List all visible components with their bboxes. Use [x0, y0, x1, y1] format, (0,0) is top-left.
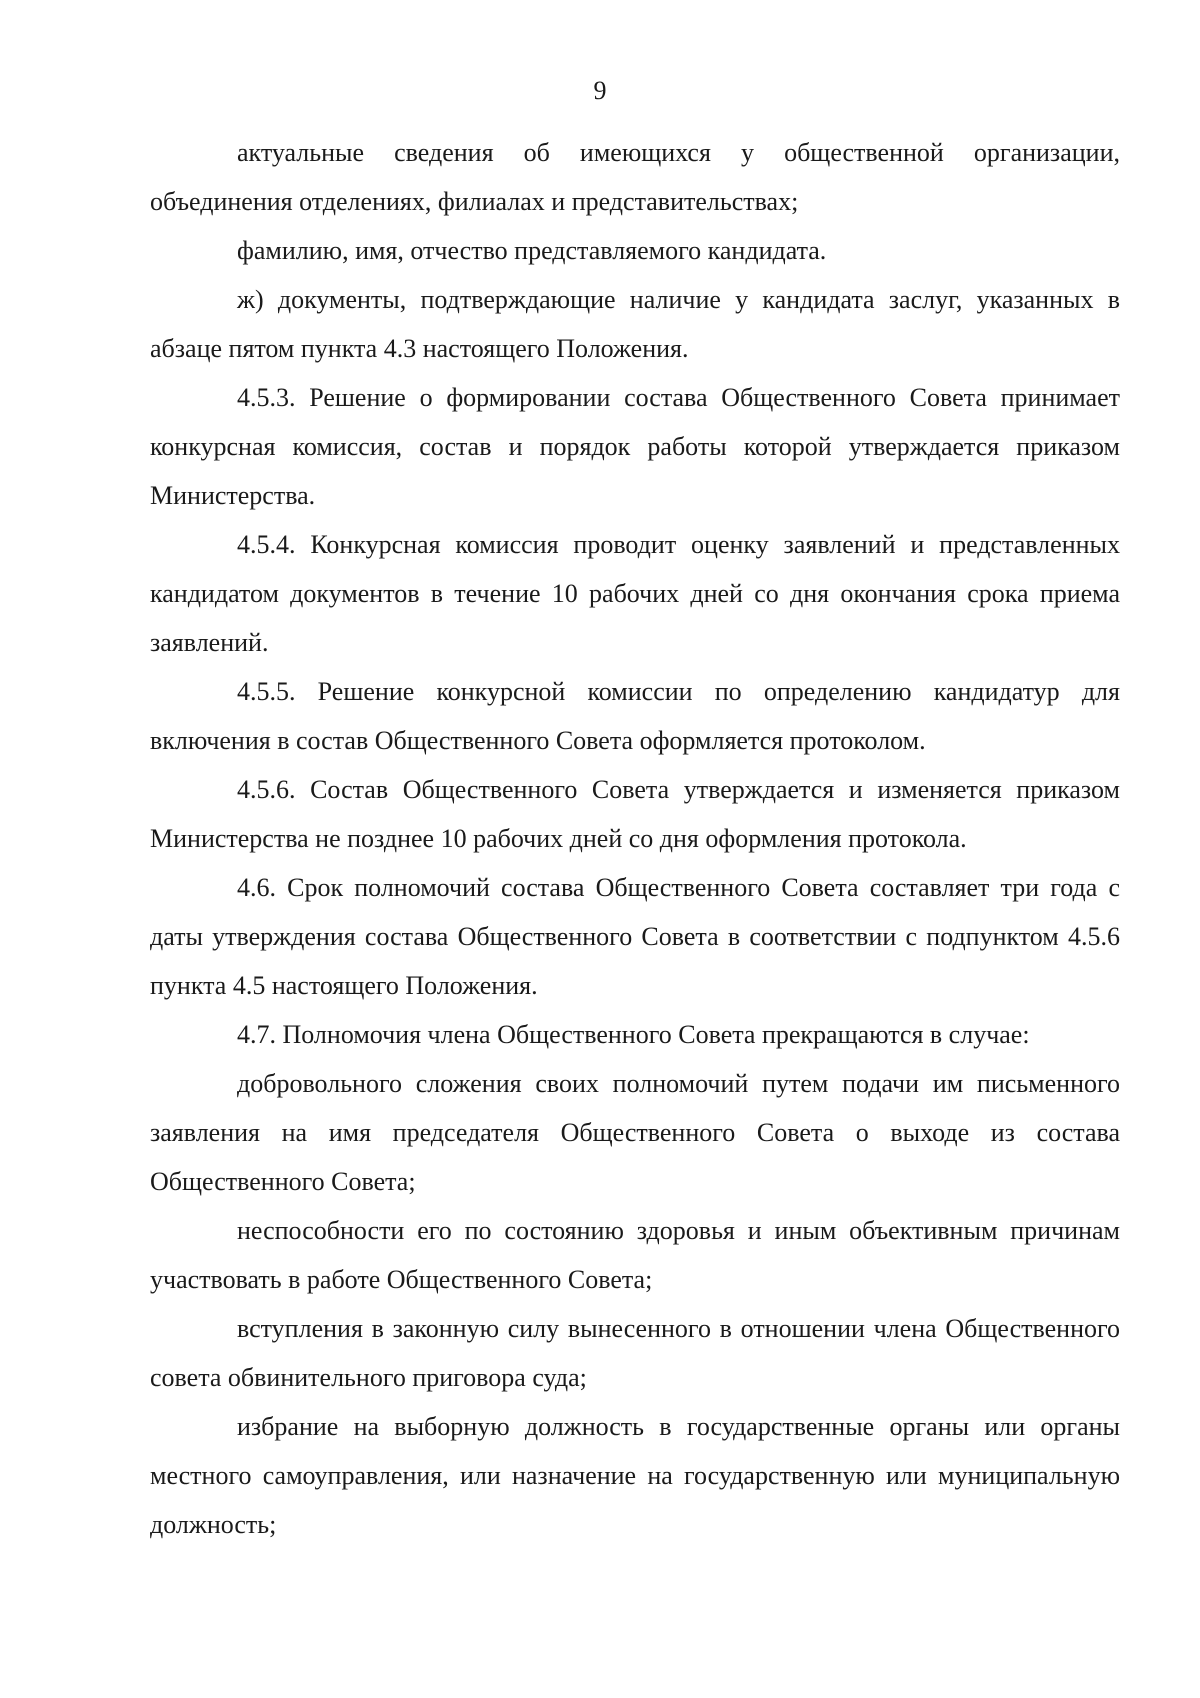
- paragraph-4-5-6: 4.5.6. Состав Общественного Совета утверждается и изменяется приказом Министерства не позднее 10 рабочих дней со дня оформления протокола.: [150, 775, 1120, 853]
- paragraph-candidate-name: фамилию, имя, отчество представляемого кандидата.: [237, 236, 827, 265]
- paragraph-incapacity: неспособности его по состоянию здоровья и иным объективным причинам участвовать в работе Общественного Совета;: [150, 1216, 1120, 1294]
- paragraph-election-appointment: избрание на выборную должность в государственные органы или органы местного самоуправления, или назначение на государственную или муниципальную должность;: [150, 1412, 1120, 1539]
- paragraph-4-5-3: 4.5.3. Решение о формировании состава Общественного Совета принимает конкурсная комиссия, состав и порядок работы которой утверждается приказом Министерства.: [150, 383, 1120, 510]
- paragraph-voluntary-resignation: добровольного сложения своих полномочий путем подачи им письменного заявления на имя председателя Общественного Совета о выходе из состава Общественного Совета;: [150, 1069, 1120, 1196]
- paragraph-current-info: актуальные сведения об имеющихся у общественной организации, объединения отделениях, филиалах и представительствах;: [150, 138, 1120, 216]
- document-body: [150, 128, 1120, 1549]
- paragraph-4-6: 4.6. Срок полномочий состава Общественного Совета составляет три года с даты утверждения состава Общественного Совета в соответствии с подпунктом 4.5.6 пункта 4.5 настоящего Положения.: [150, 873, 1120, 1000]
- page-number: 9: [593, 76, 607, 105]
- paragraph-4-5-5: 4.5.5. Решение конкурсной комиссии по определению кандидатур для включения в состав Общественного Совета оформляется протоколом.: [150, 677, 1120, 755]
- paragraph-merit-documents: ж) документы, подтверждающие наличие у кандидата заслуг, указанных в абзаце пятом пункта 4.3 настоящего Положения.: [150, 285, 1120, 363]
- paragraph-court-sentence: вступления в законную силу вынесенного в отношении члена Общественного совета обвинительного приговора суда;: [150, 1314, 1120, 1392]
- paragraph-4-7: 4.7. Полномочия члена Общественного Совета прекращаются в случае:: [237, 1020, 1030, 1049]
- paragraph-4-5-4: 4.5.4. Конкурсная комиссия проводит оценку заявлений и представленных кандидатом документов в течение 10 рабочих дней со дня окончания срока приема заявлений.: [150, 530, 1120, 657]
